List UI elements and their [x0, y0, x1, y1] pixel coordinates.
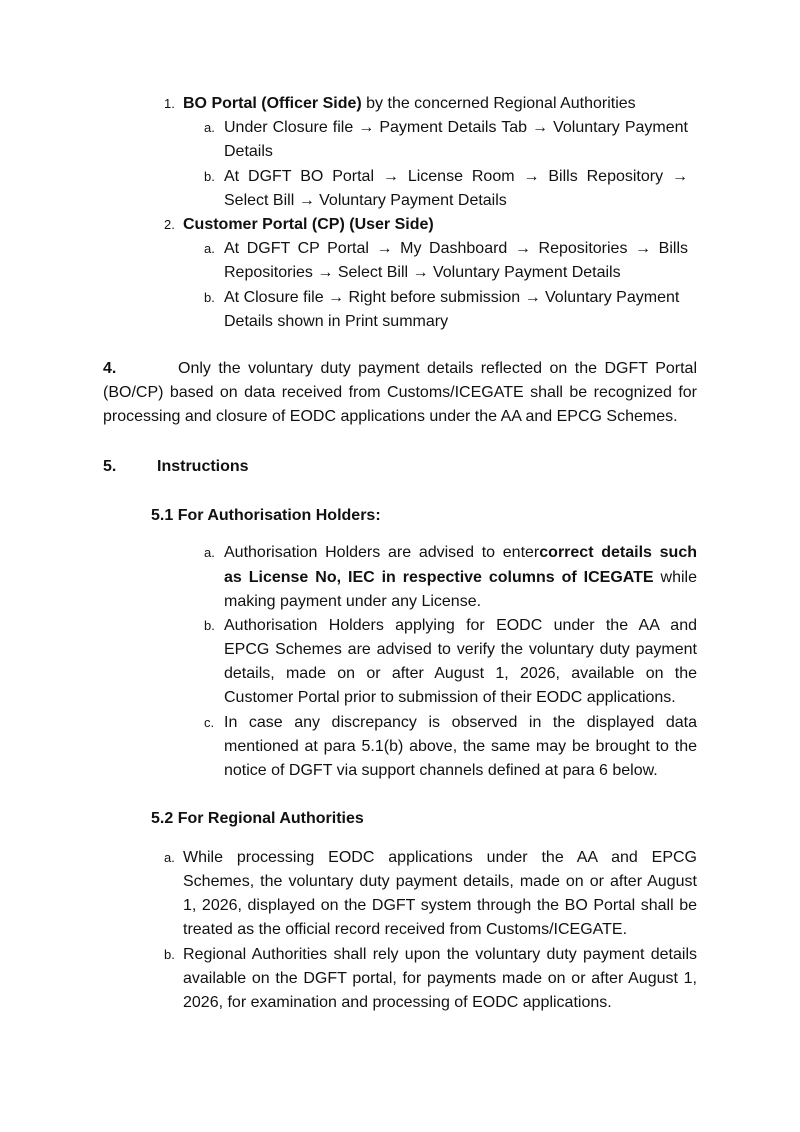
list-marker: 2.: [164, 217, 175, 232]
section-number: 5.: [103, 458, 117, 475]
sub-item-line: details, made on or after August 1, 2026, available on the: [224, 665, 697, 682]
sub-item-line: EPCG Schemes are advised to verify the voluntary duty payment: [224, 641, 697, 658]
sub-marker: a.: [204, 120, 215, 135]
sub-item-line: treated as the official record received from Customs/ICEGATE.: [183, 921, 628, 938]
sub-item-line: Schemes, the voluntary duty payment details, made on or after August: [183, 873, 697, 890]
sub-item-line: Details shown in Print summary: [224, 313, 449, 330]
sub-item-line: available on the DGFT portal, for payments made on or after August 1,: [183, 970, 697, 987]
sub-item-line: Under Closure file → Payment Details Tab → Voluntary Payment: [224, 119, 688, 136]
paragraph-line: Only the voluntary duty payment details reflected on the DGFT Portal: [178, 360, 697, 377]
list-marker: 1.: [164, 96, 175, 111]
sub-marker: a.: [164, 850, 175, 865]
list-item-title: Customer Portal (CP) (User Side): [183, 216, 434, 233]
sub-item-line: At DGFT CP Portal → My Dashboard → Repositories → Bills: [224, 240, 688, 257]
list-item-title: [183, 92, 636, 116]
sub-item-line: 2026, for examination and processing of EODC applications.: [183, 994, 612, 1011]
bold-text: correct details such: [539, 544, 698, 561]
sub-marker: b.: [204, 169, 215, 184]
sub-item-line: 1, 2026, displayed on the DGFT system through the BO Portal shall be: [183, 897, 697, 914]
sub-item-line: [224, 566, 697, 590]
sub-marker: b.: [164, 947, 175, 962]
sub-marker: a.: [204, 241, 215, 256]
sub-item-line: Select Bill → Voluntary Payment Details: [224, 192, 507, 209]
sub-item-line: Details: [224, 143, 273, 160]
paragraph-line: (BO/CP) based on data received from Customs/ICEGATE shall be recognized for: [103, 384, 697, 401]
sub-item-line: At Closure file → Right before submission → Voluntary Payment: [224, 289, 680, 306]
sub-item-line: At DGFT BO Portal → License Room → Bills Repository →: [224, 168, 688, 185]
section-title: Instructions: [157, 458, 249, 475]
sub-item-line: Authorisation Holders applying for EODC under the AA and: [224, 617, 697, 634]
sub-marker: b.: [204, 618, 215, 633]
sub-marker: a.: [204, 545, 215, 560]
sub-item-line: [224, 541, 697, 565]
item-text: while: [653, 569, 697, 586]
sub-item-line: mentioned at para 5.1(b) above, the same may be brought to the: [224, 738, 697, 755]
sub-item-line: Repositories → Select Bill → Voluntary Payment Details: [224, 264, 621, 281]
sub-marker: c.: [204, 715, 215, 730]
bold-text: as License No, IEC in respective columns of ICEGATE: [224, 569, 654, 586]
subsection-heading: 5.1 For Authorisation Holders:: [151, 507, 381, 524]
sub-item-line: Regional Authorities shall rely upon the voluntary duty payment details: [183, 946, 697, 963]
item-text: Authorisation Holders are advised to enter: [224, 544, 540, 561]
item-text: by the concerned Regional Authorities: [361, 95, 636, 112]
sub-item-line: making payment under any License.: [224, 593, 482, 610]
bold-label: BO Portal (Officer Side): [183, 95, 362, 112]
subsection-heading: 5.2 For Regional Authorities: [151, 810, 364, 827]
sub-item-line: While processing EODC applications under the AA and EPCG: [183, 849, 697, 866]
sub-item-line: notice of DGFT via support channels defined at para 6 below.: [224, 762, 658, 779]
paragraph-number: 4.: [103, 360, 117, 377]
sub-item-line: In case any discrepancy is observed in the displayed data: [224, 714, 697, 731]
sub-item-line: Customer Portal prior to submission of their EODC applications.: [224, 689, 676, 706]
paragraph-line: processing and closure of EODC applications under the AA and EPCG Schemes.: [103, 408, 678, 425]
sub-marker: b.: [204, 290, 215, 305]
